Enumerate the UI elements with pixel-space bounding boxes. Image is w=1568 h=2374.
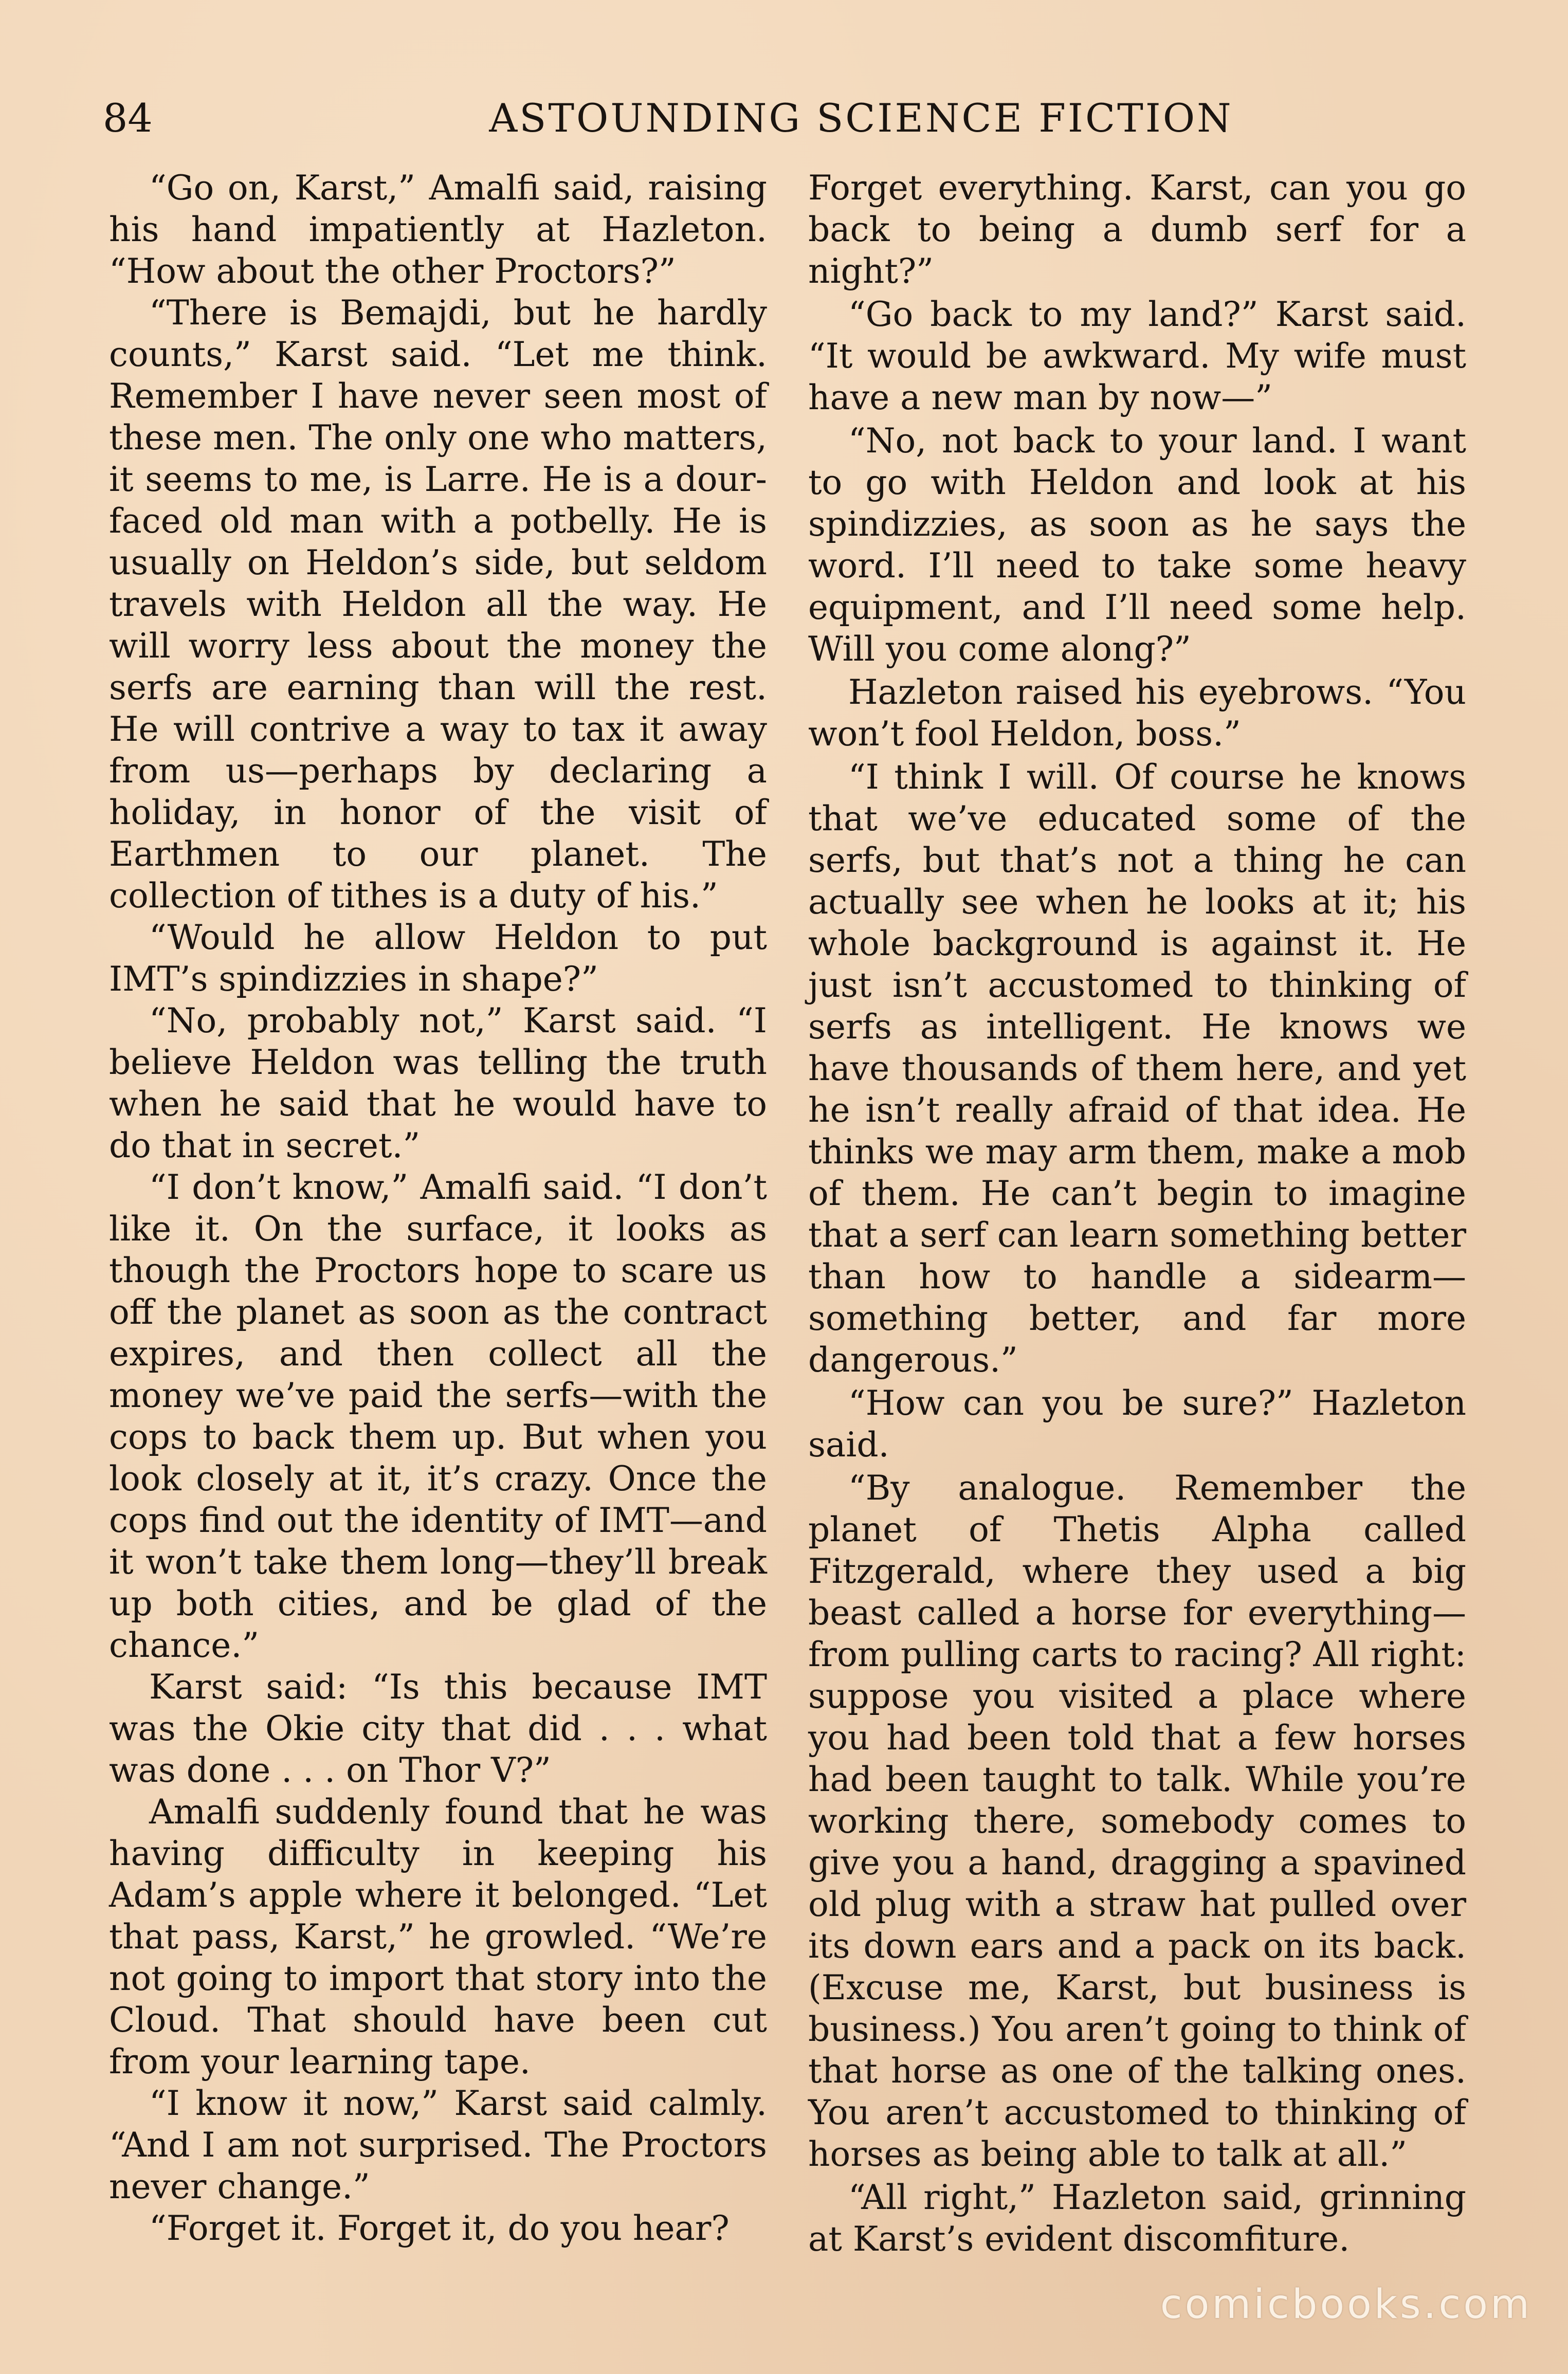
paragraph: “How can you be sure?” Hazleton said. [808, 1383, 1466, 1465]
paragraph: “Go back to my land?” Karst said. “It would be awkward. My wife must have a new man by now—” [808, 295, 1466, 417]
paragraph: “I know it now,” Karst said calmly. “And I am not surprised. The Proctors never change.” [109, 2084, 767, 2206]
paragraph: Hazleton raised his eyebrows. “You won’t fool Heldon, boss.” [808, 672, 1466, 754]
right-text-column [808, 167, 1466, 2261]
left-text-column [109, 167, 767, 2249]
paragraph: “Go on, Karst,” Amalfi said, raising his hand impatiently at Hazleton. “How about the other Proctors?” [109, 168, 767, 291]
running-title: ASTOUNDING SCIENCE FICTION [489, 95, 1233, 141]
paragraph: “No, not back to your land. I want to go with Heldon and look at his spindizzies, as soon as he says the word. I’ll need to take some heavy equipment, and I’ll need some help. Will you come along?” [808, 421, 1466, 669]
paragraph-continued: Forget everything. Karst, can you go back to being a dumb serf for a night?” [808, 168, 1466, 291]
watermark: comicbooks.com [1160, 2281, 1532, 2328]
paragraph: “Would he allow Heldon to put IMT’s spindizzies in shape?” [109, 918, 767, 999]
paragraph: “By analogue. Remember the planet of Thetis Alpha called Fitzgerald, where they used a big beast called a horse for everything—from pulling carts to racing? All right: suppose you visited a place where you had been told that a few horses had been taught to talk. While you’re working there, somebody comes to give you a hand, dragging a spavined old plug with a straw hat pulled over its down ears and a pack on its back. (Excuse me, Karst, but business is business.) You aren’t going to think of that horse as one of the talking ones. You aren’t accustomed to thinking of horses as being able to talk at all.” [808, 1468, 1466, 2174]
page-header [103, 90, 1465, 147]
paragraph: “There is Bemajdi, but he hardly counts,” Karst said. “Let me think. Remember I have never seen most of these men. The only one who matters, it seems to me, is Larre. He is a dour-faced old man with a potbelly. He is usually on Heldon’s side, but seldom travels with Heldon all the way. He will worry less about the money the serfs are earning than will the rest. He will contrive a way to tax it away from us—perhaps by declaring a holiday, in honor of the visit of Earthmen to our planet. The collection of tithes is a duty of his.” [109, 293, 767, 916]
paragraph: Karst said: “Is this because IMT was the Okie city that did . . . what was done . . . on Thor V?” [109, 1667, 767, 1790]
page-number: 84 [103, 95, 153, 141]
paragraph: “I think I will. Of course he knows that we’ve educated some of the serfs, but that’s not a thing he can actually see when he looks at it; his whole background is against it. He just isn’t accustomed to thinking of serfs as intelligent. He knows we have thousands of them here, and yet he isn’t really afraid of that idea. He thinks we may arm them, make a mob of them. He can’t begin to imagine that a serf can learn something better than how to handle a sidearm—something better, and far more dangerous.” [808, 757, 1466, 1380]
paragraph: “I don’t know,” Amalfi said. “I don’t like it. On the surface, it looks as though the Proctors hope to scare us off the planet as soon as the contract expires, and then collect all the money we’ve paid the serfs—with the cops to back them up. But when you look closely at it, it’s crazy. Once the cops find out the identity of IMT—and it won’t take them long—they’ll break up both cities, and be glad of the chance.” [109, 1167, 767, 1665]
paragraph: “No, probably not,” Karst said. “I believe Heldon was telling the truth when he said that he would have to do that in secret.” [109, 1001, 767, 1165]
paragraph: “All right,” Hazleton said, grinning at Karst’s evident discomfiture. [808, 2178, 1466, 2259]
paragraph: Amalfi suddenly found that he was having difficulty in keeping his Adam’s apple where it belonged. “Let that pass, Karst,” he growled. “We’re not going to import that story into the Cloud. That should have been cut from your learning tape. [109, 1792, 767, 2081]
paragraph: “Forget it. Forget it, do you hear? [149, 2208, 730, 2248]
